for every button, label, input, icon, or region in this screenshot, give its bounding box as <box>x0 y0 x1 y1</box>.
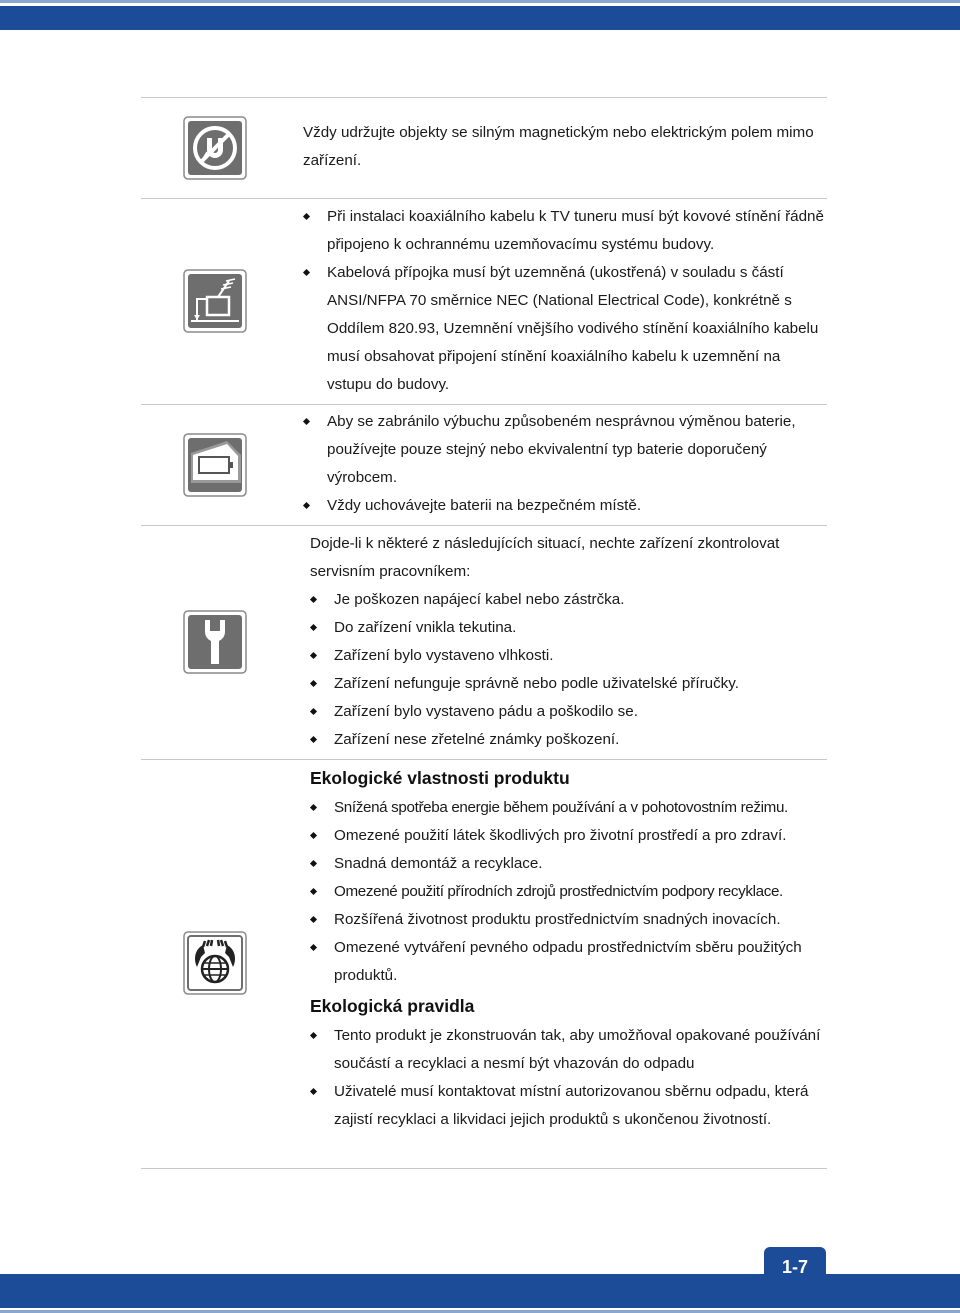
list-item: Omezené použití látek škodlivých pro životní prostředí a pro zdraví. <box>310 822 834 850</box>
eco-rules-heading: Ekologická pravidla <box>310 996 475 1016</box>
section-divider <box>141 97 827 98</box>
tv-tuner-grounding-section <box>303 203 827 399</box>
list-item: Zařízení nese zřetelné známky poškození. <box>310 726 834 754</box>
globe-hands-eco-icon <box>183 931 247 995</box>
list-item: Při instalaci koaxiálního kabelu k TV tuneru musí být kovové stínění řádně připojeno k ochrannému uzemňovacímu systému budovy. <box>303 203 827 259</box>
tv-tuner-grounding-list <box>303 203 827 399</box>
list-item: Snadná demontáž a recyklace. <box>310 850 834 878</box>
page-number: 1-7 <box>764 1247 826 1287</box>
service-intro-text: Dojde-li k některé z následujících situací, nechte zařízení zkontrolovat servisním pracovníkem: <box>310 535 780 580</box>
list-item: Uživatelé musí kontaktovat místní autorizovanou sběrnu odpadu, která zajistí recyklaci a likvidaci jejich produktů s ukončenou životností. <box>310 1078 834 1134</box>
section-divider <box>141 759 827 760</box>
wrench-service-icon <box>183 610 247 674</box>
section-divider <box>141 525 827 526</box>
battery-warning-list <box>303 408 827 520</box>
list-item: Kabelová přípojka musí být uzemněná (ukostřená) v souladu s částí ANSI/NFPA 70 směrnice NEC (National Electrical Code), konkrétně s Oddílem 820.93, Uzemnění vnějšího vodivého stínění koaxiálního kabelu musí obsahovat připojení stínění koaxiálního kabelu k uzemnění na vstupu do budovy. <box>303 259 827 399</box>
section-divider <box>141 1168 827 1169</box>
list-item: Zařízení bylo vystaveno pádu a poškodilo se. <box>310 698 834 726</box>
list-item: Snížená spotřeba energie během používání a v pohotovostním režimu. <box>310 794 834 822</box>
magnet-warning-text: Vždy udržujte objekty se silným magnetickým nebo elektrickým polem mimo zařízení. <box>303 124 814 169</box>
eco-rules-list <box>303 1022 834 1134</box>
eco-section <box>310 764 834 1134</box>
list-item: Aby se zabránilo výbuchu způsobeném nesprávnou výměnou baterie, používejte pouze stejný nebo ekvivalentní typ baterie doporučený výrobcem. <box>303 408 827 492</box>
battery-icon <box>183 433 247 497</box>
list-item: Zařízení bylo vystaveno vlhkosti. <box>310 642 834 670</box>
list-item: Tento produkt je zkonstruován tak, aby umožňoval opakované používání součástí a recyklaci a nesmí být vhazován do odpadu <box>310 1022 834 1078</box>
list-item: Rozšířená životnost produktu prostřednictvím snadných inovacích. <box>310 906 834 934</box>
list-item: Je poškozen napájecí kabel nebo zástrčka. <box>310 586 834 614</box>
section-divider <box>141 198 827 199</box>
tv-antenna-grounding-icon <box>183 269 247 333</box>
top-header-bar <box>0 0 960 30</box>
list-item: Vždy uchovávejte baterii na bezpečném místě. <box>303 492 827 520</box>
eco-features-list <box>303 794 834 990</box>
battery-warning-section <box>303 408 827 520</box>
magnet-warning-section <box>303 119 827 175</box>
list-item: Omezené vytváření pevného odpadu prostřednictvím sběru použitých produktů. <box>310 934 834 990</box>
no-magnet-icon <box>183 116 247 180</box>
section-divider <box>141 404 827 405</box>
service-conditions-list <box>303 586 834 754</box>
list-item: Zařízení nefunguje správně nebo podle uživatelské příručky. <box>310 670 834 698</box>
list-item: Omezené použití přírodních zdrojů prostřednictvím podpory recyklace. <box>310 878 834 906</box>
eco-features-heading: Ekologické vlastnosti produktu <box>310 768 570 788</box>
list-item: Do zařízení vnikla tekutina. <box>310 614 834 642</box>
service-conditions-section <box>310 530 834 754</box>
